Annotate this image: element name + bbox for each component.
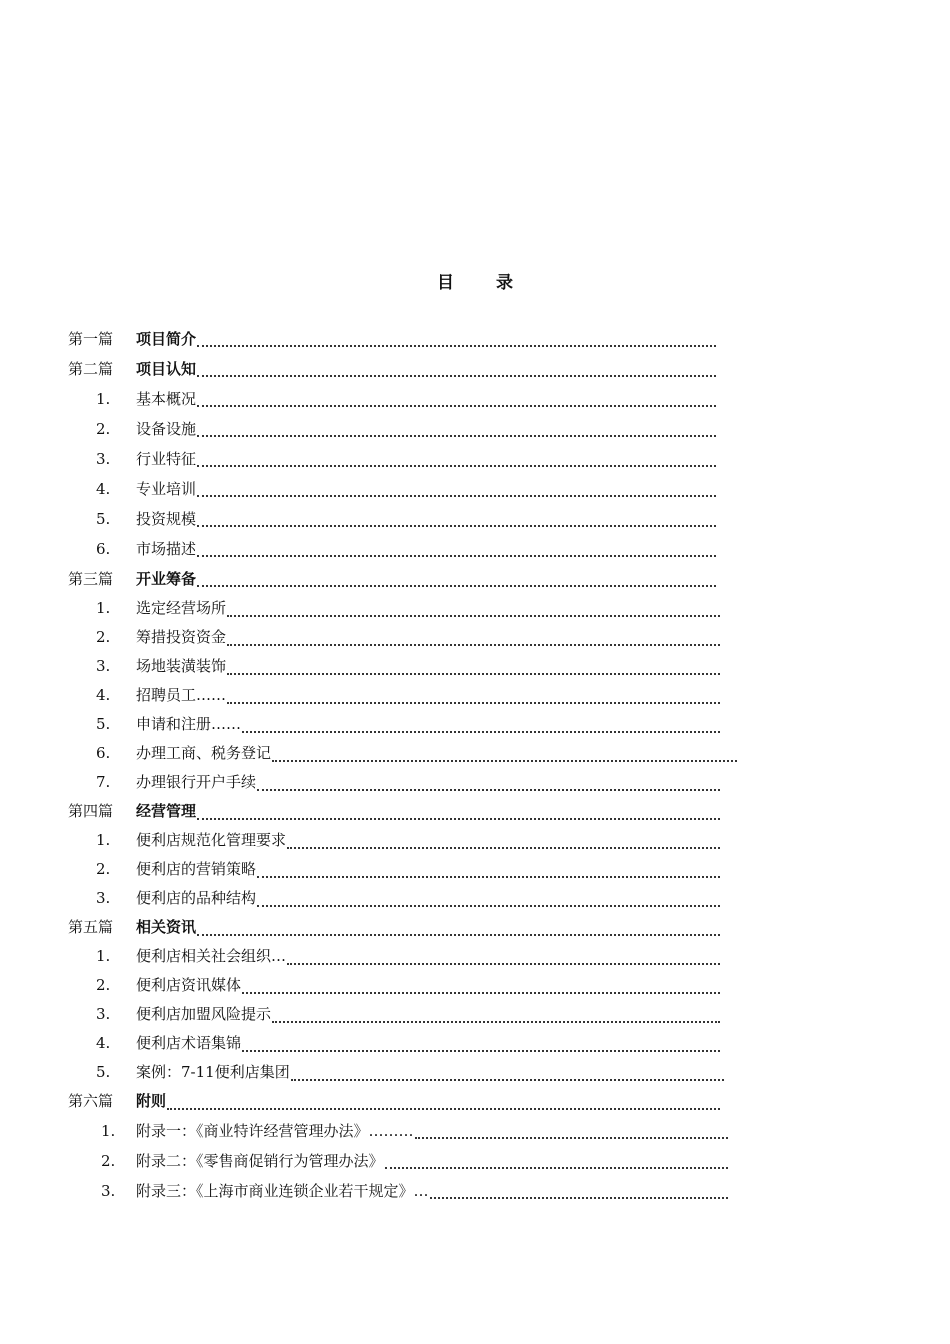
toc-entry-title: 行业特征	[136, 450, 197, 468]
toc-entry-number: 5.	[96, 1063, 111, 1081]
toc-entry-number: 2.	[96, 976, 111, 994]
toc-entry-title: 便利店的品种结构	[136, 889, 257, 907]
toc-dot-leader	[197, 788, 720, 820]
toc-entry-number: 第五篇	[68, 918, 114, 936]
toc-entry-title: 市场描述	[136, 540, 197, 558]
toc-entry-number: 3.	[96, 450, 111, 468]
toc-dot-leader	[227, 672, 720, 704]
toc-entry-number: 1.	[96, 599, 111, 617]
toc-entry-number: 2.	[96, 628, 111, 646]
toc-dot-leader	[242, 962, 720, 994]
toc-entry-number: 第二篇	[68, 360, 114, 378]
toc-dot-leader	[197, 904, 720, 936]
toc-dot-leader	[385, 1137, 728, 1169]
toc-entry-title: 附则	[136, 1092, 167, 1110]
toc-dot-leader	[242, 701, 720, 733]
toc-entry-title: 基本概况	[136, 390, 197, 408]
toc-entry-number: 2.	[96, 860, 111, 878]
toc-entry-title: 便利店资讯媒体	[136, 976, 242, 994]
toc-entry-number: 第四篇	[68, 802, 114, 820]
toc-dot-leader	[257, 846, 720, 878]
toc-dot-leader	[415, 1107, 728, 1139]
toc-entry-number: 4.	[96, 1034, 111, 1052]
toc-entry-title: 场地装潢装饰	[136, 657, 227, 675]
toc-dot-leader	[197, 465, 716, 497]
toc-dot-leader	[197, 495, 716, 527]
toc-entry-number: 3.	[96, 657, 111, 675]
toc-entry-title: 便利店相关社会组织…	[136, 947, 287, 965]
toc-dot-leader	[197, 405, 716, 437]
toc-entry-title: 便利店加盟风险提示	[136, 1005, 272, 1023]
toc-dot-leader	[242, 1020, 720, 1052]
toc-dot-leader	[197, 555, 716, 587]
toc-entry-title: 设备设施	[136, 420, 197, 438]
toc-entry-title: 便利店术语集锦	[136, 1034, 242, 1052]
toc-entry-number: 第六篇	[68, 1092, 114, 1110]
toc-entry-number: 1.	[96, 390, 111, 408]
toc-dot-leader	[197, 525, 716, 557]
toc-entry-number: 1.	[96, 831, 111, 849]
toc-dot-leader	[167, 1078, 720, 1110]
toc-entry-number: 4.	[96, 686, 111, 704]
toc-entry-number: 6.	[96, 744, 111, 762]
toc-entry-number: 5.	[96, 715, 111, 733]
toc-entry-title: 筹措投资资金	[136, 628, 227, 646]
toc-entry-number: 4.	[96, 480, 111, 498]
toc-entry-number: 第三篇	[68, 570, 114, 588]
toc-entry-title: 附录一：《商业特许经营管理办法》………	[136, 1122, 414, 1140]
toc-entry-title: 招聘员工……	[136, 686, 227, 704]
toc-entry-title: 申请和注册……	[136, 715, 242, 733]
toc-entry-title: 办理工商、税务登记	[136, 744, 272, 762]
toc-dot-leader	[287, 933, 720, 965]
toc-dot-leader	[291, 1049, 724, 1081]
toc-entry-title: 办理银行开户手续	[136, 773, 257, 791]
toc-entry-title: 投资规模	[136, 510, 197, 528]
page-title: 目 录	[437, 273, 531, 293]
toc-entry-number: 2.	[96, 420, 111, 438]
toc-entry-title: 项目简介	[136, 330, 197, 348]
toc-entry-title: 案例：7-11便利店集团	[136, 1063, 290, 1081]
toc-entry-number: 3.	[101, 1182, 116, 1200]
toc-entry-number: 1.	[101, 1122, 116, 1140]
toc-entry-title: 便利店规范化管理要求	[136, 831, 287, 849]
toc-entry-title: 相关资讯	[136, 918, 197, 936]
table-of-contents	[0, 324, 950, 1206]
toc-entry-number: 3.	[96, 889, 111, 907]
toc-entry-number: 第一篇	[68, 330, 114, 348]
toc-dot-leader	[257, 759, 720, 791]
toc-dot-leader	[227, 585, 720, 617]
toc-entry-number: 6.	[96, 540, 111, 558]
toc-entry-title: 经营管理	[136, 802, 197, 820]
toc-entry-title: 附录三：《上海市商业连锁企业若干规定》…	[136, 1182, 429, 1200]
toc-entry[interactable]	[0, 1176, 950, 1206]
toc-dot-leader	[197, 315, 716, 347]
toc-entry-number: 7.	[96, 773, 111, 791]
toc-entry-title: 附录二：《零售商促销行为管理办法》	[136, 1152, 384, 1170]
toc-entry-number: 5.	[96, 510, 111, 528]
toc-entry-title: 项目认知	[136, 360, 197, 378]
toc-dot-leader	[430, 1167, 728, 1199]
toc-dot-leader	[227, 643, 720, 675]
toc-dot-leader	[227, 614, 720, 646]
toc-dot-leader	[197, 375, 716, 407]
toc-entry-number: 1.	[96, 947, 111, 965]
toc-entry-number: 3.	[96, 1005, 111, 1023]
toc-entry-title: 便利店的营销策略	[136, 860, 257, 878]
toc-dot-leader	[272, 991, 720, 1023]
toc-dot-leader	[197, 435, 716, 467]
toc-entry-title: 专业培训	[136, 480, 197, 498]
toc-entry-title: 开业筹备	[136, 570, 197, 588]
toc-dot-leader	[197, 345, 716, 377]
toc-dot-leader	[257, 875, 720, 907]
toc-dot-leader	[287, 817, 720, 849]
toc-entry-number: 2.	[101, 1152, 116, 1170]
toc-dot-leader	[272, 730, 737, 762]
toc-entry-title: 选定经营场所	[136, 599, 227, 617]
